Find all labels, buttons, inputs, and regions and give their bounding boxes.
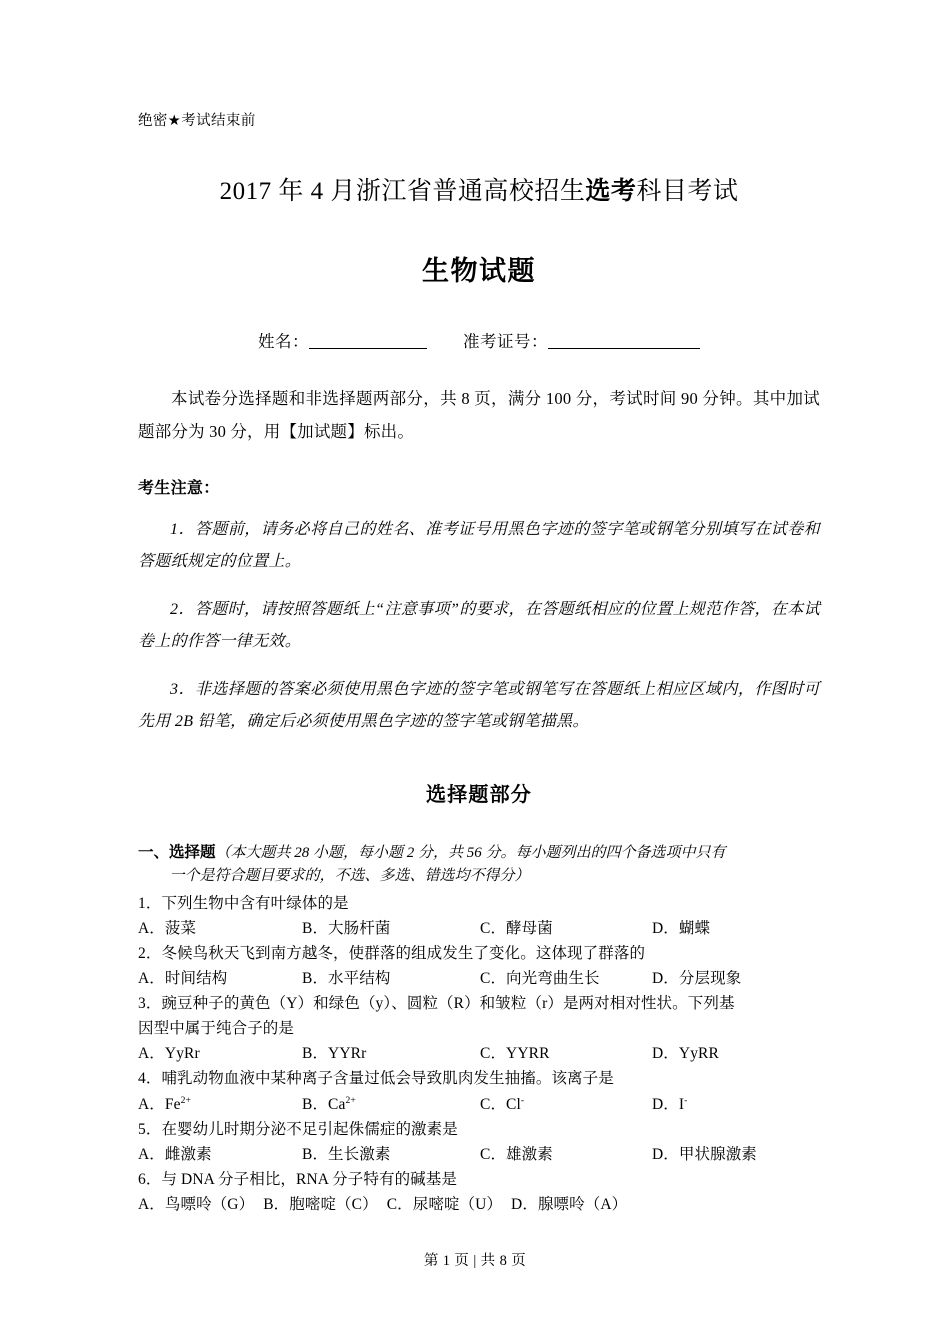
option-label: C． — [480, 1145, 507, 1163]
option-label: D． — [652, 919, 679, 937]
option-d[interactable] — [652, 966, 741, 991]
title-prefix: 2017 年 4 月浙江省普通高校招生 — [219, 177, 586, 205]
group-heading-desc-line1: （本大题共 28 小题，每小题 2 分，共 56 分。每小题列出的四个备选项中只有 — [215, 845, 726, 862]
option-b[interactable] — [302, 966, 390, 991]
question-options — [138, 1092, 820, 1117]
option-text: 尿嘧啶（U） — [412, 1196, 503, 1214]
option-label: A． — [138, 919, 165, 937]
question-block — [138, 1117, 820, 1167]
question-number: 6． — [138, 1170, 162, 1188]
option-text: YYRr — [328, 1045, 367, 1063]
option-c[interactable] — [480, 1092, 524, 1117]
security-header: 绝密★考试结束前 — [138, 113, 256, 129]
question-text: 与 DNA 分子相比，RNA 分子特有的碱基是 — [161, 1170, 457, 1188]
question-options — [138, 1041, 820, 1066]
option-text: 雌激素 — [164, 1145, 212, 1163]
option-a[interactable] — [138, 1092, 191, 1117]
notice-list — [138, 514, 820, 738]
group-heading-desc-line2: 一个是符合题目要求的，不选、多选、错选均不得分） — [169, 868, 530, 885]
question-text: 冬候鸟秋天飞到南方越冬，使群落的组成发生了变化。这体现了群落的 — [161, 944, 646, 962]
option-text: 酵母菌 — [506, 919, 553, 937]
page-title — [138, 175, 820, 209]
question-block — [138, 891, 820, 941]
option-text: 鸟嘌呤（G） — [164, 1196, 255, 1214]
question-block — [138, 1066, 820, 1116]
option-label: C． — [480, 919, 507, 937]
title-suffix: 科目考试 — [636, 177, 739, 205]
option-text: 胞嘧啶（C） — [289, 1196, 378, 1214]
option-text: I — [678, 1095, 685, 1113]
name-field[interactable] — [258, 328, 427, 352]
option-b[interactable] — [302, 916, 390, 941]
option-text: 大肠杆菌 — [328, 919, 391, 937]
option-c[interactable] — [480, 1142, 553, 1167]
option-text: 向光弯曲生长 — [506, 970, 600, 988]
question-stem-continuation: 因型中属于纯合子的是 — [138, 1020, 295, 1038]
question-number: 3． — [138, 995, 162, 1013]
section-heading-multiple-choice: 选择题部分 — [426, 784, 532, 807]
notice-item: 3．非选择题的答案必须使用黑色字迹的签字笔或钢笔写在答题纸上相应区域内，作图时可先用 2B 铅笔，确定后必须使用黑色字迹的签字笔或钢笔描黑。 — [138, 681, 820, 731]
option-label: B． — [263, 1196, 290, 1214]
option-label: B． — [302, 970, 329, 988]
notice-heading: 考生注意： — [138, 480, 220, 498]
option-text: Cl — [506, 1095, 521, 1113]
question-text: 下列生物中含有叶绿体的是 — [161, 894, 349, 912]
option-label: D． — [652, 970, 679, 988]
option-d[interactable] — [511, 1196, 627, 1213]
option-text: 水平结构 — [328, 970, 391, 988]
question-stem — [138, 1117, 820, 1142]
question-text: 哺乳动物血液中某种离子含量过低会导致肌肉发生抽搐。该离子是 — [161, 1070, 614, 1088]
notice-item: 1．答题前，请务必将自己的姓名、准考证号用黑色字迹的签字笔或钢笔分别填写在试卷和答题纸规定的位置上。 — [138, 521, 820, 571]
question-number: 1． — [138, 894, 162, 912]
option-label: B． — [302, 919, 329, 937]
question-stem — [138, 991, 820, 1016]
option-label: D． — [511, 1196, 538, 1214]
question-number: 4． — [138, 1070, 162, 1088]
question-stem — [138, 1066, 820, 1091]
group-heading-label: 一、选择题 — [138, 844, 216, 862]
exam-number-field[interactable] — [463, 328, 700, 352]
option-a[interactable] — [138, 1196, 254, 1213]
option-superscript: - — [520, 1094, 525, 1106]
question-number: 2． — [138, 944, 162, 962]
option-d[interactable] — [652, 1142, 757, 1167]
page-footer: 第 1 页 | 共 8 页 — [423, 1253, 527, 1269]
option-a[interactable] — [138, 1142, 212, 1167]
option-a[interactable] — [138, 966, 227, 991]
question-list — [138, 891, 820, 1217]
option-text: YyRR — [678, 1045, 719, 1063]
question-stem — [138, 891, 820, 916]
exam-number-blank[interactable] — [548, 348, 700, 349]
exam-intro-paragraph: 本试卷分选择题和非选择题两部分，共 8 页，满分 100 分，考试时间 90 分钟。其中加试题部分为 30 分，用【加试题】标出。 — [138, 388, 820, 442]
option-text: YyRr — [164, 1045, 200, 1063]
option-superscript: 2+ — [180, 1094, 192, 1106]
question-options — [138, 1142, 820, 1167]
option-label: D． — [652, 1145, 679, 1163]
option-c[interactable] — [480, 966, 600, 991]
option-text: 雄激素 — [506, 1145, 553, 1163]
option-c[interactable] — [480, 1041, 550, 1066]
option-label: A． — [138, 1095, 165, 1113]
question-stem — [138, 941, 820, 966]
option-label: A． — [138, 1045, 165, 1063]
option-label: D． — [652, 1045, 679, 1063]
option-d[interactable] — [652, 1041, 719, 1066]
question-number: 5． — [138, 1120, 162, 1138]
option-label: B． — [302, 1095, 329, 1113]
option-b[interactable] — [302, 1041, 366, 1066]
option-label: B． — [302, 1145, 329, 1163]
question-options — [138, 966, 820, 991]
option-c[interactable] — [387, 1196, 502, 1213]
option-label: A． — [138, 1196, 165, 1214]
option-text: 甲状腺激素 — [678, 1145, 757, 1163]
option-label: D． — [652, 1095, 679, 1113]
subject-subtitle: 生物试题 — [422, 255, 536, 286]
option-b[interactable] — [302, 1092, 356, 1117]
question-options — [138, 916, 820, 941]
option-a[interactable] — [138, 916, 196, 941]
exam-number-label: 准考证号： — [463, 332, 548, 351]
candidate-id-line — [138, 328, 820, 352]
option-text: 蝴蝶 — [678, 919, 711, 937]
option-label: C． — [480, 970, 507, 988]
option-label: C． — [386, 1196, 413, 1214]
name-label: 姓名： — [258, 332, 309, 351]
option-superscript: - — [684, 1094, 688, 1106]
option-text: Ca — [328, 1095, 346, 1113]
option-label: A． — [138, 970, 165, 988]
question-group-heading — [138, 841, 820, 889]
option-d[interactable] — [652, 1092, 687, 1117]
option-b[interactable] — [263, 1196, 378, 1213]
question-text: 豌豆种子的黄色（Y）和绿色（y）、圆粒（R）和皱粒（r）是两对相对性状。下列基 — [161, 995, 735, 1013]
option-label: A． — [138, 1145, 165, 1163]
question-block — [138, 1167, 820, 1217]
option-superscript: 2+ — [345, 1094, 356, 1106]
option-label: C． — [480, 1095, 507, 1113]
option-label: C． — [480, 1045, 507, 1063]
option-text: 时间结构 — [164, 970, 228, 988]
option-a[interactable] — [138, 1041, 200, 1066]
option-d[interactable] — [652, 916, 710, 941]
option-text: 菠菜 — [164, 919, 197, 937]
option-label: B． — [302, 1045, 329, 1063]
option-text: Fe — [164, 1095, 181, 1113]
option-c[interactable] — [480, 916, 553, 941]
question-block — [138, 991, 820, 1066]
question-text: 在婴幼儿时期分泌不足引起侏儒症的激素是 — [161, 1120, 458, 1138]
question-options — [138, 1192, 820, 1217]
name-blank[interactable] — [309, 348, 427, 349]
option-text: 腺嘌呤（A） — [537, 1196, 628, 1214]
notice-item: 2．答题时，请按照答题纸上“注意事项”的要求，在答题纸相应的位置上规范作答，在本试卷上的作答一律无效。 — [138, 601, 820, 651]
option-text: YYRR — [506, 1045, 550, 1063]
option-text: 生长激素 — [328, 1145, 391, 1163]
question-stem — [138, 1167, 820, 1192]
option-b[interactable] — [302, 1142, 390, 1167]
title-emphasis: 选考 — [585, 176, 637, 205]
question-block — [138, 941, 820, 991]
option-text: 分层现象 — [678, 970, 742, 988]
